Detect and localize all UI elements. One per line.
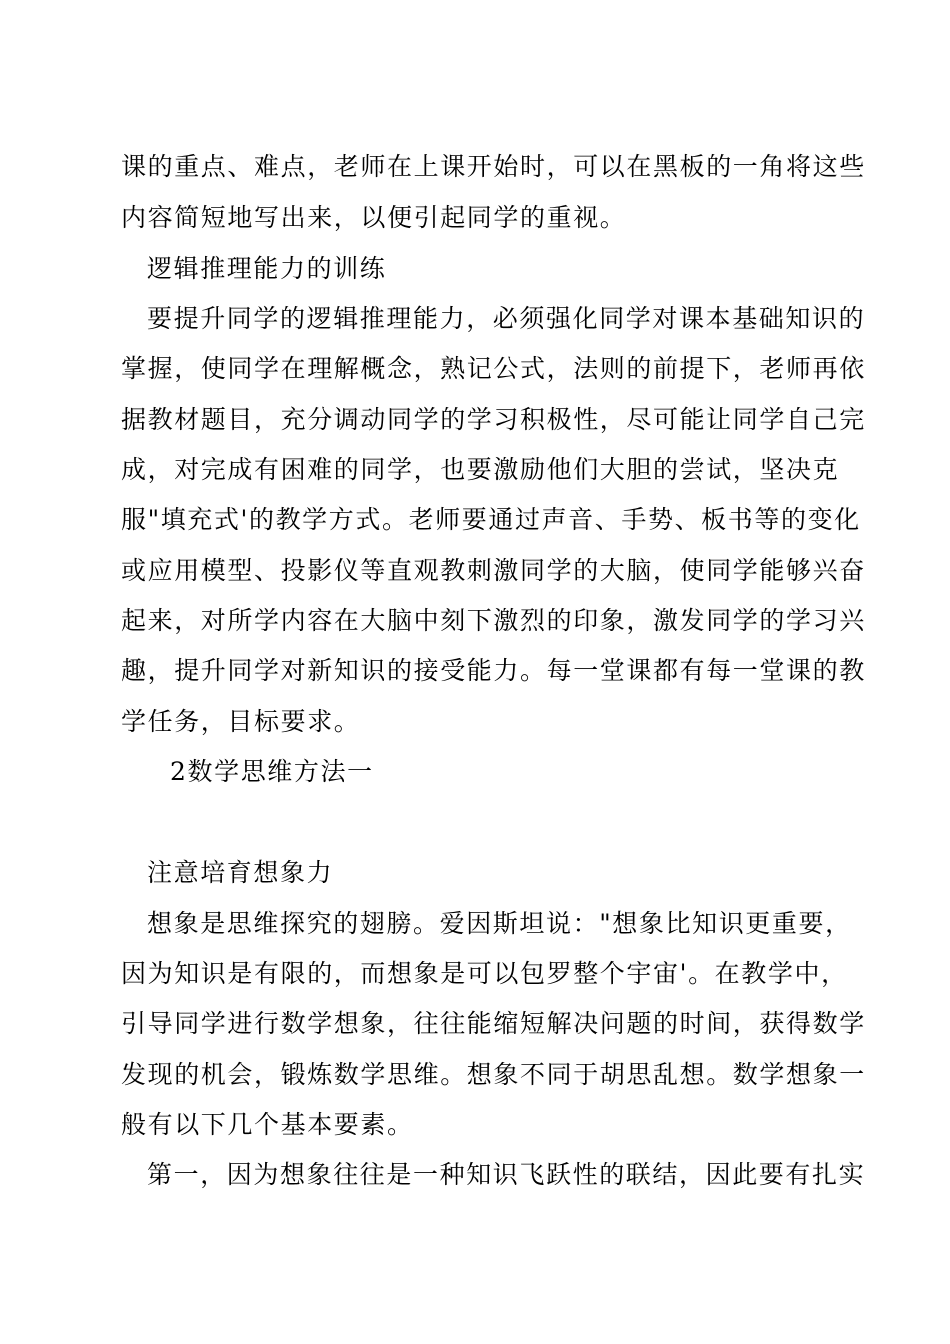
paragraph-line: 想象是思维探究的翅膀。爱因斯坦说："想象比知识更重要， <box>147 909 852 938</box>
paragraph-line: 起来，对所学内容在大脑中刻下激烈的印象，激发同学的学习兴 <box>121 606 866 635</box>
paragraph-line: 要提升同学的逻辑推理能力，必须强化同学对课本基础知识的 <box>147 304 866 333</box>
section-heading: 逻辑推理能力的训练 <box>147 254 387 283</box>
paragraph-line: 学任务，目标要求。 <box>121 707 361 736</box>
paragraph-line: 或应用模型、投影仪等直观教刺激同学的大脑，使同学能够兴奋 <box>121 556 866 585</box>
paragraph-line: 成，对完成有困难的同学，也要激励他们大胆的尝试，坚决克 <box>121 455 840 484</box>
paragraph-line: 课的重点、难点，老师在上课开始时，可以在黑板的一角将这些 <box>121 152 866 181</box>
paragraph-line: 服"填充式'的教学方式。老师要通过声音、手势、板书等的变化 <box>121 505 861 534</box>
paragraph-line: 第一，因为想象往往是一种知识飞跃性的联结，因此要有扎实 <box>147 1160 866 1189</box>
paragraph-line: 掌握，使同学在理解概念，熟记公式，法则的前提下，老师再依 <box>121 354 866 383</box>
section-heading: 2数学思维方法一 <box>170 757 374 786</box>
paragraph-line: 引导同学进行数学想象，往往能缩短解决问题的时间，获得数学 <box>121 1009 866 1038</box>
paragraph-line: 因为知识是有限的，而想象是可以包罗整个宇宙'。在教学中， <box>121 959 848 988</box>
paragraph-line: 趣，提升同学对新知识的接受能力。每一堂课都有每一堂课的教 <box>121 656 866 685</box>
section-heading: 注意培育想象力 <box>147 858 334 887</box>
paragraph-line: 发现的机会，锻炼数学思维。想象不同于胡思乱想。数学想象一 <box>121 1060 866 1089</box>
paragraph-line: 般有以下几个基本要素。 <box>121 1110 414 1139</box>
paragraph-line: 内容简短地写出来，以便引起同学的重视。 <box>121 203 627 232</box>
paragraph-line: 据教材题目，充分调动同学的学习积极性，尽可能让同学自己完 <box>121 405 866 434</box>
